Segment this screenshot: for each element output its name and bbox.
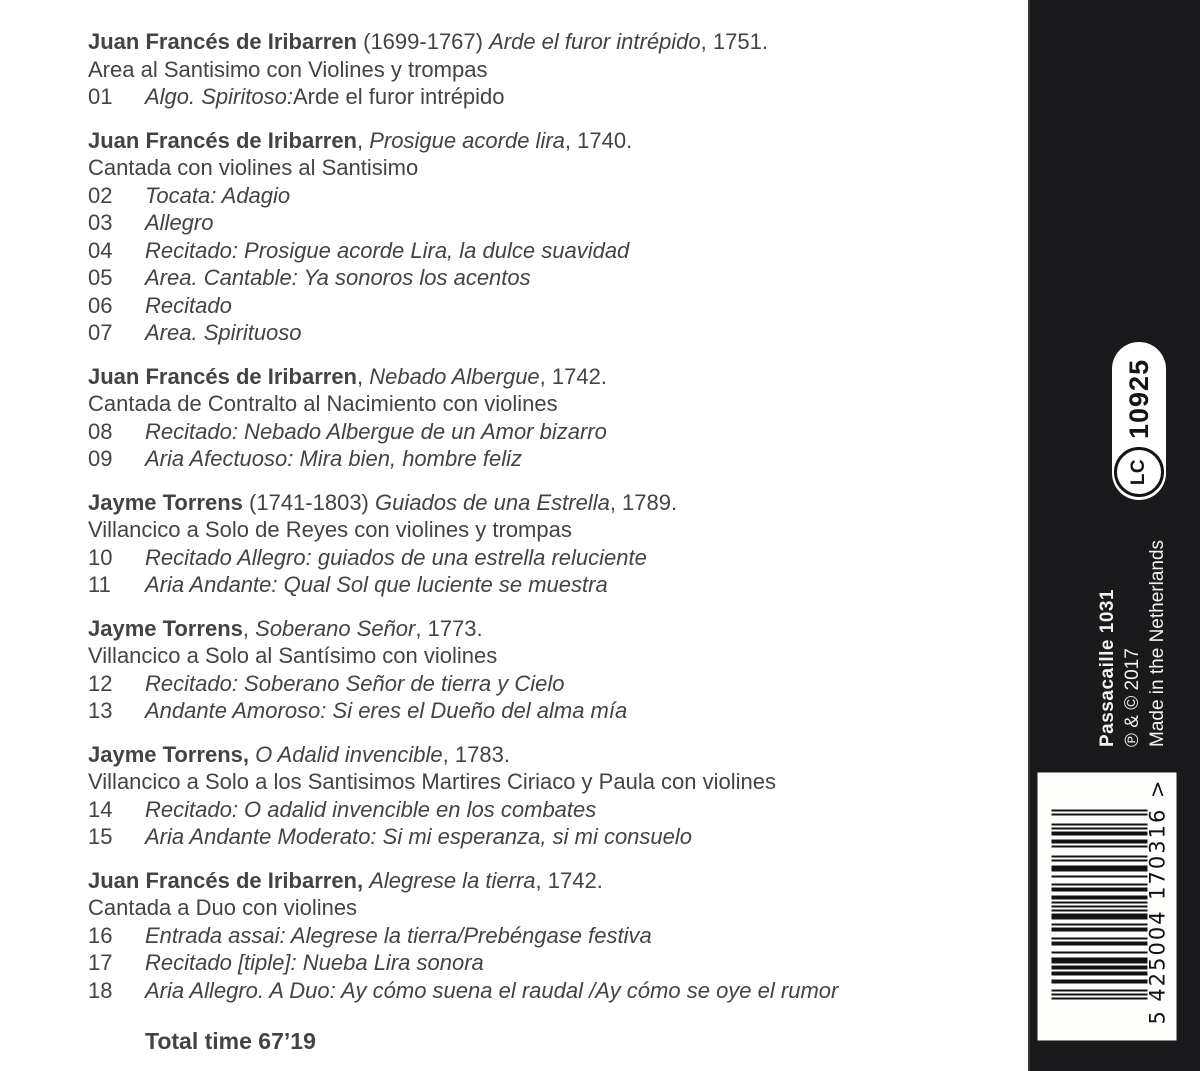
composer-dates: , (357, 127, 370, 153)
barcode-bar-module (1052, 960, 1148, 962)
track-title (145, 182, 290, 210)
track-row (88, 544, 1018, 572)
barcode-bar-module (1052, 858, 1148, 860)
track-number: 05 (88, 265, 113, 290)
barcode-bar-module (1052, 912, 1148, 914)
track-number: 14 (88, 796, 113, 822)
barcode-bar-module (1052, 926, 1148, 928)
work-title: Soberano Señor (255, 615, 416, 641)
composer-dates: , (357, 363, 370, 389)
work-year: , 1740. (564, 127, 633, 153)
barcode-bar-module (1052, 930, 1148, 932)
barcode-bar-module (1052, 814, 1148, 816)
barcode-bar-module (1052, 918, 1148, 920)
barcode-digits (1146, 781, 1170, 1025)
barcode-bar-module (1052, 824, 1148, 826)
barcode-bar-module (1052, 942, 1148, 944)
track-list (88, 418, 1018, 473)
barcode-bar-module (1052, 998, 1148, 1000)
track-number: 18 (88, 977, 113, 1003)
work-description: Cantada con violines al Santisimo (88, 155, 419, 180)
composer-name: Jayme Torrens (88, 615, 243, 641)
barcode-bar-module (1052, 992, 1148, 994)
track-title (145, 697, 627, 725)
barcode-bar-module (1052, 948, 1148, 950)
track-title (145, 292, 232, 320)
barcode-bar-module (1052, 902, 1148, 904)
track-list (88, 922, 1018, 1005)
barcode-bar-module (1052, 834, 1148, 836)
barcode-bar-module (1052, 994, 1148, 996)
work-description: Villancico a Solo de Reyes con violines y trompas (88, 517, 572, 542)
track-number: 07 (88, 320, 113, 345)
barcode-bar-module (1052, 838, 1148, 840)
barcode-bar-module (1052, 906, 1148, 908)
work-description: Area al Santisimo con Violines y trompas (88, 56, 488, 82)
work-heading (88, 741, 1018, 769)
track-title (145, 237, 629, 265)
barcode-bar-module (1052, 836, 1148, 838)
track-title-tempo: Tocata: Adagio (145, 182, 291, 208)
track-title (145, 209, 213, 237)
track-list (88, 182, 1018, 347)
track-title (145, 922, 652, 950)
barcode-bar-module (1052, 820, 1148, 822)
track-title-tempo: Recitado (145, 292, 232, 318)
barcode-bar-module (1052, 952, 1148, 954)
track-row (88, 949, 1018, 977)
work-year: , 1773. (415, 615, 483, 641)
work-section (88, 615, 1018, 725)
barcode-bar-module (1052, 872, 1148, 874)
barcode-bar-module (1052, 988, 1148, 990)
barcode-bar-module (1052, 910, 1148, 912)
track-title (145, 949, 484, 977)
barcode-bar-module (1052, 848, 1148, 850)
track-title-tempo: Recitado Allegro: guiados de una estrella reluciente (145, 544, 647, 570)
barcode-bar-module (1052, 828, 1148, 830)
track-title-tempo: Allegro (145, 210, 214, 235)
barcode-digit-first: 5 (1145, 1011, 1170, 1025)
barcode-bar-module (1052, 866, 1148, 868)
work-section (88, 28, 1018, 111)
composer-name: Jayme Torrens (88, 489, 243, 515)
track-number: 03 (88, 210, 113, 235)
track-title-tempo: Recitado: Nebado Albergue de un Amor bizarro (145, 418, 607, 444)
work-year: , 1783. (442, 741, 510, 767)
barcode-bar-module (1052, 850, 1148, 852)
barcode-bar-module (1052, 868, 1148, 870)
composer-dates: (1699-1767) (357, 29, 490, 54)
barcode-bar-module (1052, 884, 1148, 886)
track-row (88, 264, 1018, 292)
track-number: 10 (88, 544, 113, 570)
work-section (88, 363, 1018, 473)
barcode-bar-module (1052, 876, 1148, 878)
barcode-bar-module (1052, 846, 1148, 848)
track-title-tempo: Recitado: Soberano Señor de tierra y Cielo (145, 670, 565, 696)
barcode-bar-module (1052, 826, 1148, 828)
track-title-tempo: Area. Cantable: Ya sonoros los acentos (145, 265, 531, 290)
work-heading (88, 867, 1018, 895)
track-row (88, 571, 1018, 599)
barcode-bar-module (1052, 984, 1148, 986)
barcode-bar-module (1052, 844, 1148, 846)
track-title-tempo: Aria Andante: Qual Sol que luciente se muestra (145, 572, 608, 597)
tracklist (88, 28, 1018, 1056)
track-title-tempo: Entrada assai: Alegrese la tierra/Prebéngase festiva (145, 922, 652, 948)
track-number: 09 (88, 446, 113, 471)
barcode-bar-module (1052, 982, 1148, 984)
barcode-bar-module (1052, 874, 1148, 876)
barcode-bar-module (1052, 972, 1148, 974)
work-heading (88, 28, 1018, 56)
barcode-bar-module (1052, 980, 1148, 982)
track-number: 02 (88, 182, 113, 208)
barcode-bar-module (1052, 854, 1148, 856)
track-list (88, 544, 1018, 599)
track-row (88, 319, 1018, 347)
track-title (145, 571, 608, 599)
work-title: O Adalid invencible (255, 741, 443, 767)
composer-dates: , (242, 615, 256, 641)
track-title (145, 319, 302, 347)
barcode-bar-module (1052, 920, 1148, 922)
spine-text (1095, 529, 1171, 747)
track-number: 12 (88, 670, 113, 696)
barcode-digit-group2: 170316 (1145, 807, 1170, 900)
track-title (145, 418, 607, 446)
work-section (88, 127, 1018, 347)
barcode-bar-module (1052, 986, 1148, 988)
barcode-bar-module (1052, 934, 1148, 936)
barcode (1038, 773, 1177, 1041)
composer-name: Juan Francés de Iribarren (88, 363, 357, 389)
barcode-bar-module (1052, 990, 1148, 992)
track-title (145, 670, 564, 698)
track-number: 04 (88, 237, 113, 263)
work-description: Cantada de Contralto al Nacimiento con violines (88, 391, 558, 416)
track-number: 15 (88, 824, 113, 849)
composer-name: Juan Francés de Iribarren (88, 29, 357, 54)
work-description: Villancico a Solo a los Santisimos Martires Ciriaco y Paula con violines (88, 769, 777, 794)
track-row (88, 237, 1018, 265)
track-row (88, 670, 1018, 698)
barcode-bar-module (1052, 922, 1148, 924)
spine-catalog-number: Passacaille 1031 (1097, 588, 1118, 747)
work-section (88, 489, 1018, 599)
composer-name: Juan Francés de Iribarren, (88, 867, 364, 893)
barcode-quiet-zone-arrow: > (1145, 780, 1170, 799)
work-heading (88, 615, 1018, 643)
work-year: , 1751. (700, 29, 768, 54)
track-number: 17 (88, 950, 113, 975)
barcode-bar-module (1052, 812, 1148, 814)
track-title (145, 544, 647, 572)
track-title-tempo: Aria Afectuoso: Mira bien, hombre feliz (145, 446, 523, 471)
track-title-tempo: Andante Amoroso: Si eres el Dueño del alma mía (145, 698, 628, 723)
work-year: , 1742. (539, 363, 607, 389)
track-list (88, 83, 1018, 111)
barcode-bar-module (1052, 860, 1148, 862)
work-section (88, 741, 1018, 851)
barcode-bar-module (1052, 888, 1148, 890)
barcode-bar-module (1052, 856, 1148, 858)
barcode-bar-module (1052, 936, 1148, 938)
barcode-bar-module (1052, 862, 1148, 864)
barcode-bar-module (1052, 966, 1148, 968)
barcode-bar-module (1052, 880, 1148, 882)
track-row (88, 697, 1018, 725)
work-title: Alegrese la tierra (369, 867, 536, 893)
work-description: Villancico a Solo al Santísimo con violines (88, 643, 498, 668)
work-heading (88, 127, 1018, 155)
track-row (88, 418, 1018, 446)
track-title (145, 796, 596, 824)
barcode-bar-module (1052, 886, 1148, 888)
spine-copyright: ℗ & © 2017 (1122, 648, 1143, 747)
barcode-bar-module (1052, 870, 1148, 872)
track-row (88, 977, 1018, 1005)
track-row (88, 823, 1018, 851)
track-number: 11 (88, 572, 111, 597)
barcode-bar-module (1052, 964, 1148, 966)
track-list (88, 796, 1018, 851)
barcode-bar-module (1052, 954, 1148, 956)
barcode-bar-module (1052, 950, 1148, 952)
total-time: Total time 67’19 (145, 1028, 316, 1054)
barcode-bar-module (1052, 896, 1148, 898)
barcode-bar-module (1052, 840, 1148, 842)
track-row (88, 209, 1018, 237)
barcode-bar-module (1052, 958, 1148, 960)
barcode-bar-module (1052, 968, 1148, 970)
barcode-bar-module (1052, 822, 1148, 824)
track-number: 16 (88, 922, 113, 948)
track-title-tempo: Recitado: O adalid invencible en los combates (145, 796, 597, 822)
lc-logo-icon (1114, 447, 1164, 497)
barcode-bar-module (1052, 892, 1148, 894)
track-number: 06 (88, 292, 113, 318)
barcode-bar-module (1052, 908, 1148, 910)
barcode-bar-module (1052, 810, 1148, 812)
track-title-tempo: Recitado [tiple]: Nueba Lira sonora (145, 950, 484, 975)
barcode-bar-module (1052, 842, 1148, 844)
barcode-bar-module (1052, 898, 1148, 900)
barcode-bar-module (1052, 904, 1148, 906)
label-code-badge (1112, 342, 1166, 500)
track-title (145, 264, 531, 292)
track-title (145, 445, 522, 473)
composer-name: Juan Francés de Iribarren (88, 127, 357, 153)
track-row (88, 83, 1018, 111)
barcode-bar-module (1052, 900, 1148, 902)
barcode-bar-module (1052, 816, 1148, 818)
work-title: Nebado Albergue (369, 363, 540, 389)
barcode-bar-module (1052, 962, 1148, 964)
track-number: 13 (88, 698, 113, 723)
barcode-digit-group1: 425004 (1145, 909, 1170, 1002)
work-year: , 1789. (609, 489, 678, 515)
barcode-bar-module (1052, 878, 1148, 880)
work-year: , 1742. (535, 867, 603, 893)
track-row (88, 292, 1018, 320)
track-title-tempo: Algo. Spiritoso: (145, 84, 293, 109)
track-row (88, 796, 1018, 824)
lc-logo-text: LC (1128, 458, 1149, 486)
barcode-bar-module (1052, 914, 1148, 916)
barcode-bar-module (1052, 974, 1148, 976)
barcode-bar-module (1052, 996, 1148, 998)
work-title: Prosigue acorde lira (369, 127, 565, 153)
track-title-incipit: Arde el furor intrépido (292, 84, 505, 109)
barcode-bar-module (1052, 916, 1148, 918)
track-title-tempo: Aria Allegro. A Duo: Ay cómo suena el raudal /Ay cómo se oye el rumor (145, 977, 839, 1003)
barcode-bar-module (1052, 818, 1148, 820)
barcode-bar-module (1052, 894, 1148, 896)
track-number: 08 (88, 418, 113, 444)
spine-made-in: Made in the Netherlands (1147, 539, 1168, 747)
barcode-bars (1052, 810, 1148, 1000)
barcode-bar-module (1052, 882, 1148, 884)
barcode-bar-module (1052, 928, 1148, 930)
track-title (145, 977, 838, 1005)
barcode-bar-module (1052, 944, 1148, 946)
work-title: Guiados de una Estrella (375, 489, 610, 515)
label-code-number: 10925 (1123, 358, 1154, 439)
composer-dates: (1741-1803) (242, 489, 375, 515)
track-title (145, 83, 505, 111)
work-title: Arde el furor intrépido (489, 29, 701, 54)
barcode-bar-module (1052, 978, 1148, 980)
track-number: 01 (88, 84, 113, 109)
work-description: Cantada a Duo con violines (88, 895, 358, 920)
track-row (88, 182, 1018, 210)
barcode-bar-module (1052, 852, 1148, 854)
barcode-bar-module (1052, 938, 1148, 940)
work-heading (88, 489, 1018, 517)
track-title-tempo: Aria Andante Moderato: Si mi esperanza, si mi consuelo (145, 824, 693, 849)
track-row (88, 922, 1018, 950)
barcode-bar-module (1052, 946, 1148, 948)
track-list (88, 670, 1018, 725)
barcode-bar-module (1052, 924, 1148, 926)
work-section (88, 867, 1018, 1005)
barcode-bar-module (1052, 830, 1148, 832)
work-heading (88, 363, 1018, 391)
barcode-bar-module (1052, 864, 1148, 866)
composer-name: Jayme Torrens, (88, 741, 250, 767)
track-title-tempo: Area. Spirituoso (145, 320, 302, 345)
track-title (145, 823, 692, 851)
barcode-bar-module (1052, 940, 1148, 942)
barcode-bar-module (1052, 832, 1148, 834)
barcode-bar-module (1052, 956, 1148, 958)
barcode-bar-module (1052, 970, 1148, 972)
track-row (88, 445, 1018, 473)
barcode-bar-module (1052, 976, 1148, 978)
track-title-tempo: Recitado: Prosigue acorde Lira, la dulce suavidad (145, 237, 630, 263)
barcode-bar-module (1052, 890, 1148, 892)
barcode-bar-module (1052, 932, 1148, 934)
